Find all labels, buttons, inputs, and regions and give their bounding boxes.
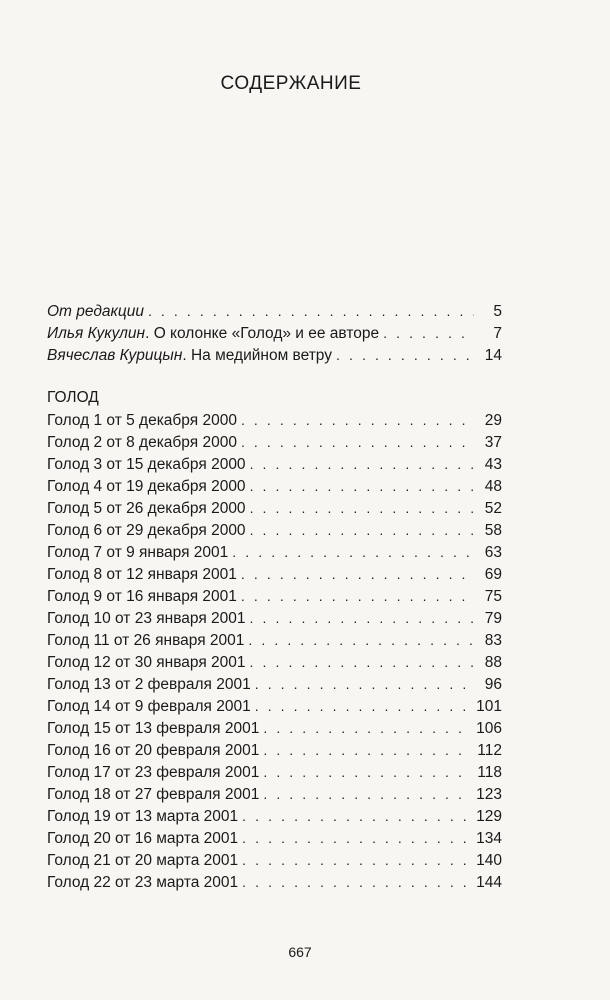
toc-entry — [47, 695, 502, 717]
leader-dots — [232, 541, 474, 563]
entry-title: Голод 14 от 9 февраля 2001 — [47, 698, 251, 715]
entry-page: 7 — [493, 325, 502, 342]
leader-dots — [250, 519, 474, 541]
toc-entry — [47, 322, 502, 344]
toc-entry — [47, 673, 502, 695]
table-of-contents — [47, 300, 502, 893]
entry-title: Голод 3 от 15 декабря 2000 — [47, 456, 246, 473]
toc-entry — [47, 871, 502, 893]
toc-entry — [47, 344, 502, 366]
leader-dots — [250, 651, 474, 673]
leader-dots — [241, 409, 474, 431]
page-title: СОДЕРЖАНИЕ — [220, 73, 362, 94]
leader-dots — [250, 497, 474, 519]
entry-page: 134 — [476, 830, 502, 847]
entry-page: 96 — [484, 676, 502, 693]
leader-dots — [242, 871, 470, 893]
toc-entry — [47, 519, 502, 541]
entry-title: Голод 13 от 2 февраля 2001 — [47, 676, 251, 693]
leader-dots — [263, 717, 470, 739]
entry-title: Голод 18 от 27 февраля 2001 — [47, 786, 260, 803]
leader-dots — [263, 783, 470, 805]
entry-title: Голод 16 от 20 февраля 2001 — [47, 742, 260, 759]
entry-page: 52 — [484, 500, 502, 517]
entry-title: Голод 22 от 23 марта 2001 — [47, 874, 239, 891]
entry-title: Голод 6 от 29 декабря 2000 — [47, 522, 246, 539]
entry-title: Голод 4 от 19 декабря 2000 — [47, 478, 246, 495]
entry-page: 123 — [476, 786, 502, 803]
entry-page: 43 — [484, 456, 502, 473]
entry-page: 29 — [484, 412, 502, 429]
toc-entry — [47, 783, 502, 805]
entry-page: 129 — [476, 808, 502, 825]
toc-entry — [47, 651, 502, 673]
toc-entry — [47, 497, 502, 519]
entry-page: 58 — [484, 522, 502, 539]
entry-page: 140 — [476, 852, 502, 869]
toc-entry — [47, 453, 502, 475]
leader-dots — [248, 629, 474, 651]
entry-title: Голод 12 от 30 января 2001 — [47, 654, 246, 671]
entry-text — [47, 301, 148, 323]
section-title: ГОЛОД — [47, 389, 99, 406]
leader-dots — [250, 453, 474, 475]
entry-title: Голод 1 от 5 декабря 2000 — [47, 412, 237, 429]
entry-title: Голод 17 от 23 февраля 2001 — [47, 764, 260, 781]
toc-entry — [47, 739, 502, 761]
toc-entry — [47, 761, 502, 783]
entry-page: 106 — [476, 720, 502, 737]
leader-dots — [242, 805, 470, 827]
entry-author: Илья Кукулин — [47, 325, 146, 342]
entry-text — [47, 323, 383, 345]
leader-dots — [263, 739, 471, 761]
entry-page: 75 — [484, 588, 502, 605]
toc-entry — [47, 475, 502, 497]
entry-title: Голод 2 от 8 декабря 2000 — [47, 434, 237, 451]
intro-entries — [47, 300, 502, 366]
entry-page: 88 — [484, 654, 502, 671]
entry-title: Голод 19 от 13 марта 2001 — [47, 808, 239, 825]
toc-entry — [47, 827, 502, 849]
entry-page: 118 — [477, 764, 502, 781]
entry-author: От редакции — [47, 303, 144, 320]
toc-entry — [47, 431, 502, 453]
entry-page: 48 — [484, 478, 502, 495]
leader-dots — [242, 849, 470, 871]
entry-author: Вячеслав Курицын — [47, 347, 183, 364]
entry-title: Голод 20 от 16 марта 2001 — [47, 830, 239, 847]
leader-dots — [336, 344, 474, 366]
page-number: 667 — [288, 944, 312, 960]
leader-dots — [241, 431, 474, 453]
toc-entry — [47, 629, 502, 651]
toc-entry — [47, 541, 502, 563]
toc-entry — [47, 849, 502, 871]
toc-entry — [47, 563, 502, 585]
entry-page: 101 — [476, 698, 502, 715]
toc-entry — [47, 585, 502, 607]
entry-page: 37 — [484, 434, 502, 451]
leader-dots — [250, 475, 474, 497]
entry-page: 79 — [484, 610, 502, 627]
leader-dots — [241, 585, 474, 607]
entry-page: 144 — [476, 874, 502, 891]
toc-entry — [47, 300, 502, 322]
entry-title: Голод 15 от 13 февраля 2001 — [47, 720, 260, 737]
toc-entry — [47, 409, 502, 431]
entry-page: 83 — [484, 632, 502, 649]
entry-title: . О колонке «Голод» и ее авторе — [145, 325, 380, 342]
entry-page: 112 — [477, 742, 502, 759]
entry-title: Голод 9 от 16 января 2001 — [47, 588, 237, 605]
leader-dots — [255, 695, 470, 717]
entry-page: 5 — [493, 303, 502, 320]
entry-title: Голод 10 от 23 января 2001 — [47, 610, 246, 627]
leader-dots — [241, 563, 474, 585]
toc-entry — [47, 805, 502, 827]
entry-title: Голод 7 от 9 января 2001 — [47, 544, 229, 561]
entry-title: Голод 21 от 20 марта 2001 — [47, 852, 239, 869]
toc-entry — [47, 607, 502, 629]
entry-title: Голод 11 от 26 января 2001 — [47, 632, 245, 649]
entry-title: Голод 5 от 26 декабря 2000 — [47, 500, 246, 517]
entry-page: 63 — [484, 544, 502, 561]
entry-title: Голод 8 от 12 января 2001 — [47, 566, 237, 583]
entry-text — [47, 345, 336, 367]
toc-entry — [47, 717, 502, 739]
leader-dots — [255, 673, 474, 695]
entry-page: 14 — [484, 347, 502, 364]
entry-page: 69 — [484, 566, 502, 583]
leader-dots — [148, 300, 474, 322]
entry-title: . На медийном ветру — [182, 347, 332, 364]
leader-dots — [242, 827, 470, 849]
leader-dots — [383, 322, 474, 344]
leader-dots — [250, 607, 474, 629]
leader-dots — [263, 761, 471, 783]
toc-entries — [47, 409, 502, 893]
